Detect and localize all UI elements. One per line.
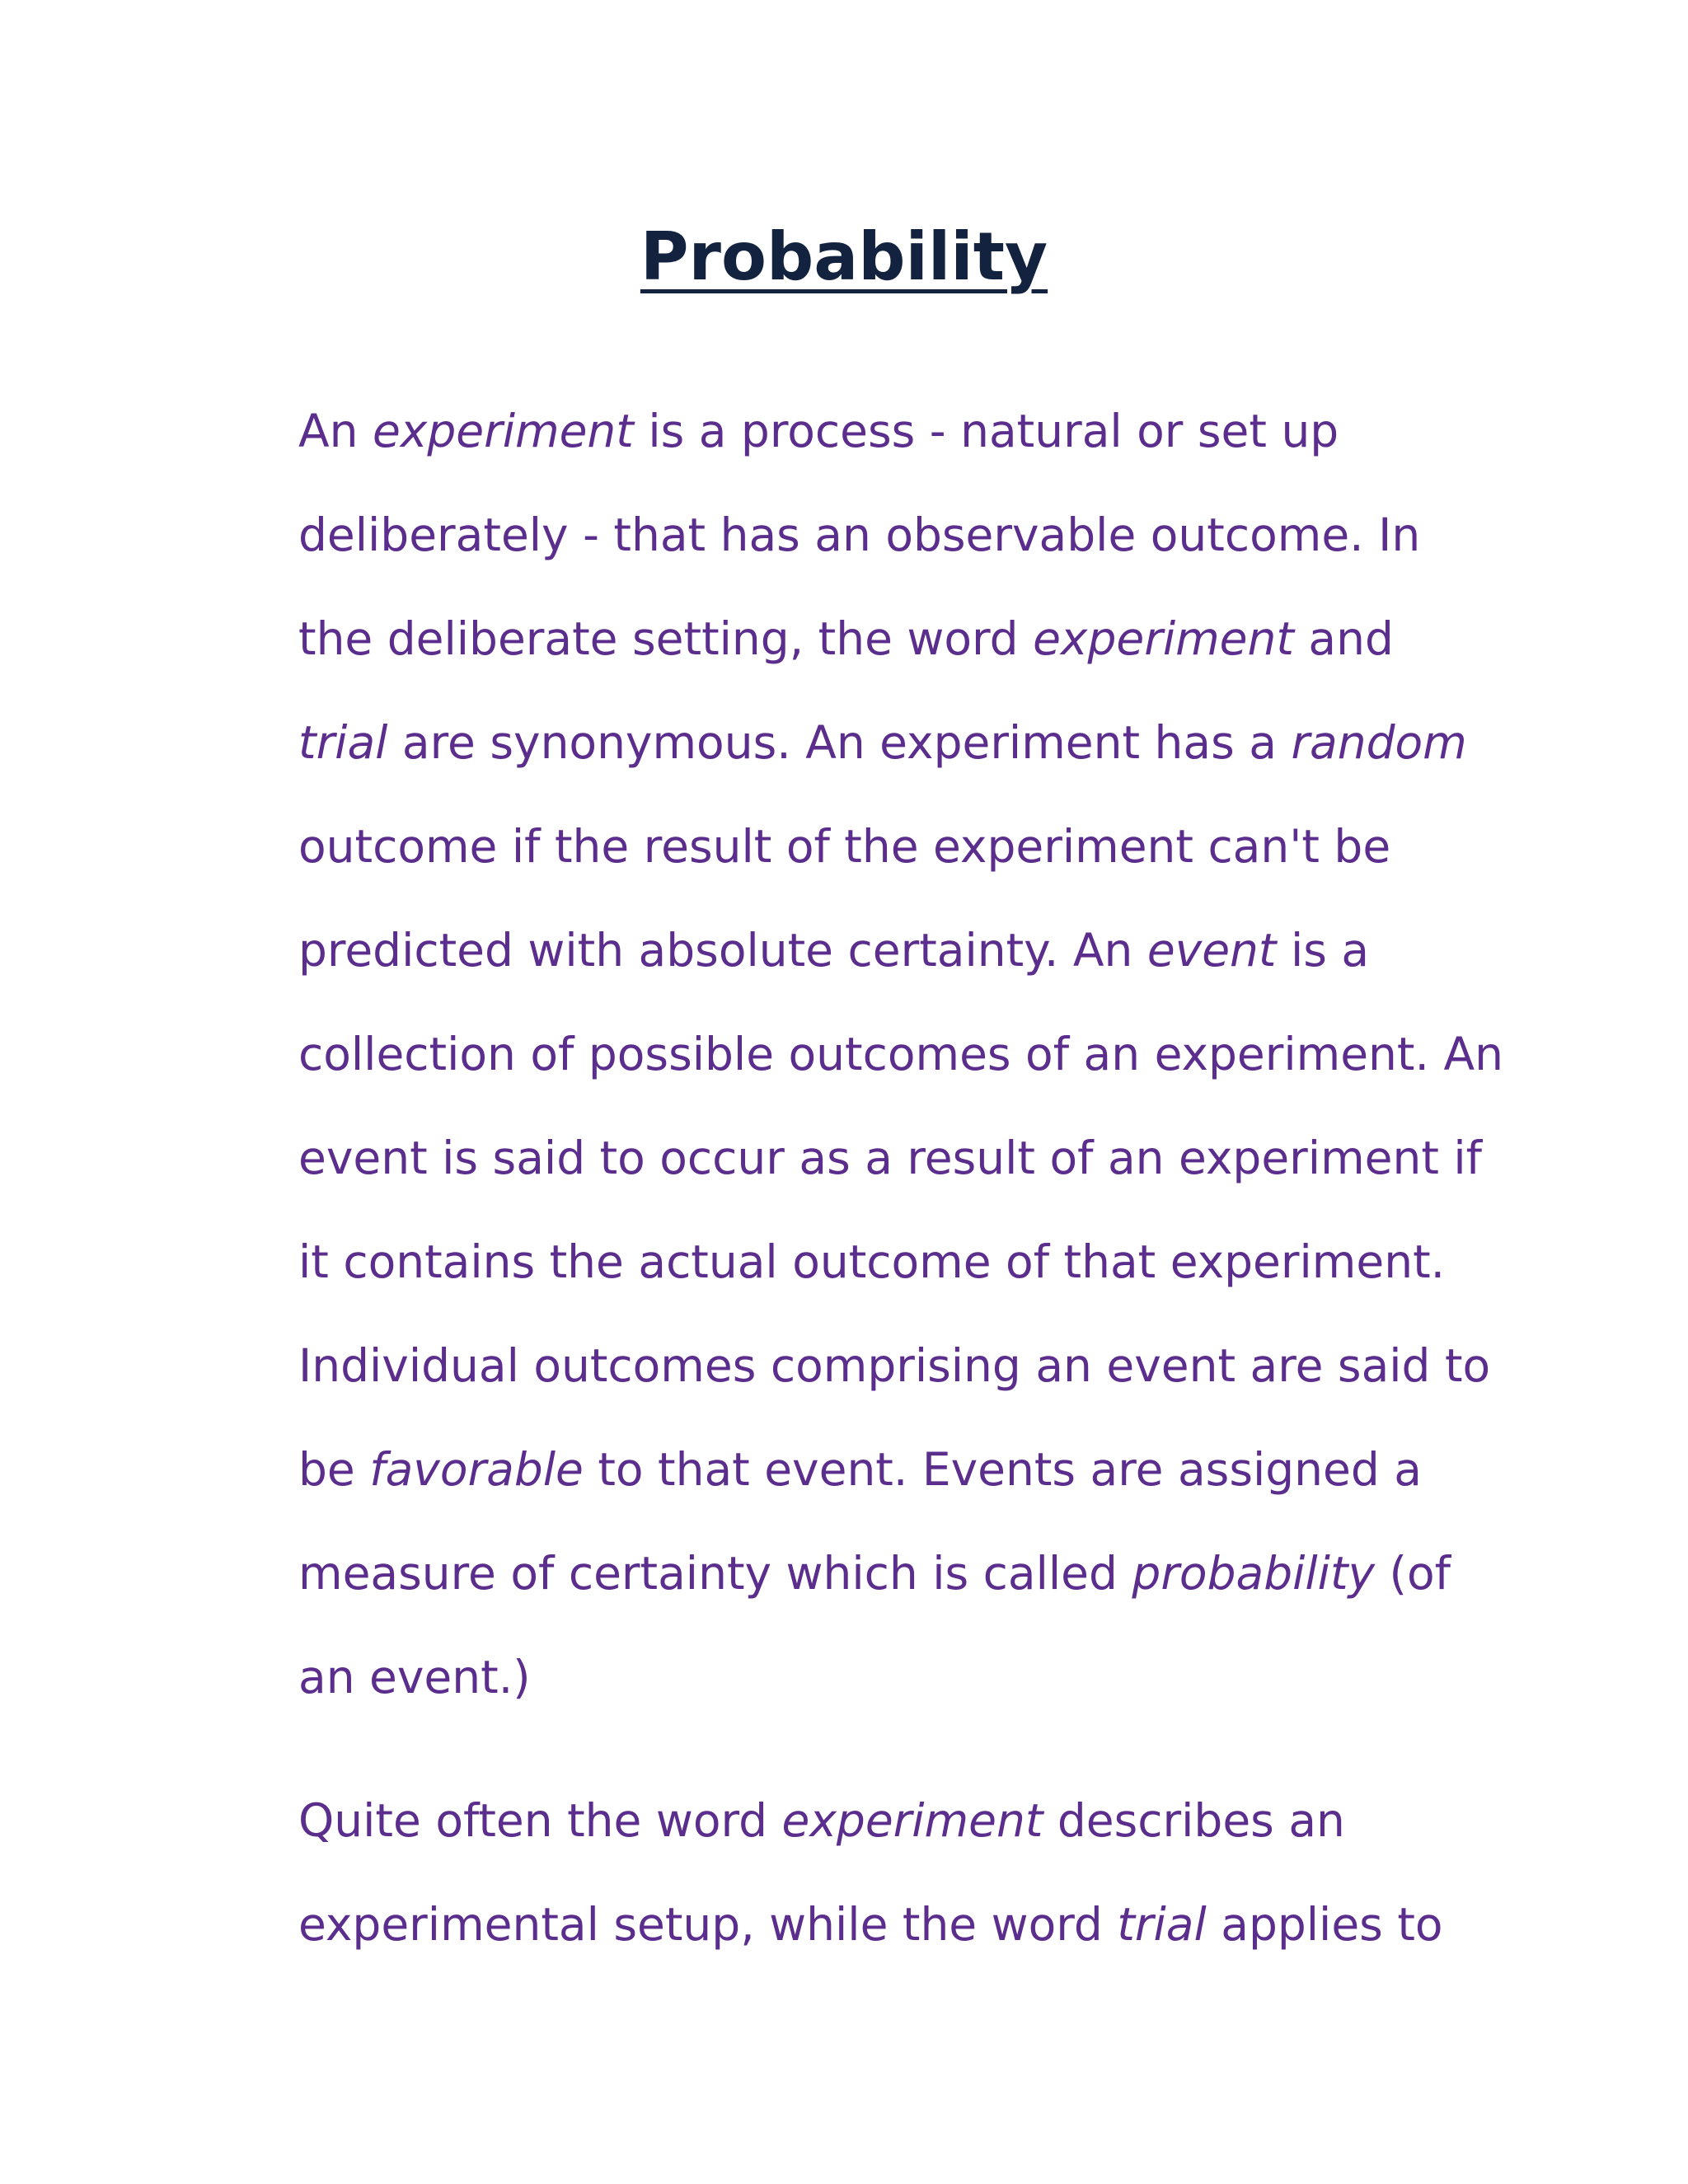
text-line: event is said to occur as a result of an experiment if <box>298 1132 1483 1184</box>
emphasized-term: favorable <box>369 1443 584 1496</box>
emphasized-term: experiment <box>781 1794 1043 1847</box>
text-line: experimental setup, while the word trial applies to <box>298 1898 1443 1951</box>
emphasized-term: random <box>1291 716 1467 769</box>
text-line: an event.) <box>298 1651 531 1704</box>
paragraph-definitions <box>298 379 1502 1729</box>
text-line: be favorable to that event. Events are assigned a <box>298 1443 1422 1496</box>
emphasized-term: event <box>1146 924 1277 977</box>
text-line: An experiment is a process - natural or set up <box>298 405 1339 457</box>
emphasized-term: trial <box>298 716 388 769</box>
text-line: the deliberate setting, the word experiment and <box>298 612 1394 665</box>
text-line: deliberately - that has an observable outcome. In <box>298 509 1421 561</box>
text-line: it contains the actual outcome of that experiment. <box>298 1235 1446 1288</box>
text-line: Individual outcomes comprising an event are said to <box>298 1339 1491 1392</box>
emphasized-term: experiment <box>372 405 634 457</box>
text-line: outcome if the result of the experiment can't be <box>298 820 1391 873</box>
emphasized-term: trial <box>1117 1898 1207 1951</box>
page-title: Probability <box>640 218 1048 295</box>
paragraph-experiment-vs-trial <box>298 1769 1502 1976</box>
emphasized-term: experiment <box>1033 612 1294 665</box>
text-line: predicted with absolute certainty. An event is a <box>298 924 1370 977</box>
emphasized-term: probability <box>1132 1547 1376 1600</box>
text-line: collection of possible outcomes of an experiment. An <box>298 1028 1503 1080</box>
text-line: trial are synonymous. An experiment has a random <box>298 716 1467 769</box>
text-line: Quite often the word experiment describes an <box>298 1794 1345 1847</box>
text-line: measure of certainty which is called probability (of <box>298 1547 1451 1600</box>
